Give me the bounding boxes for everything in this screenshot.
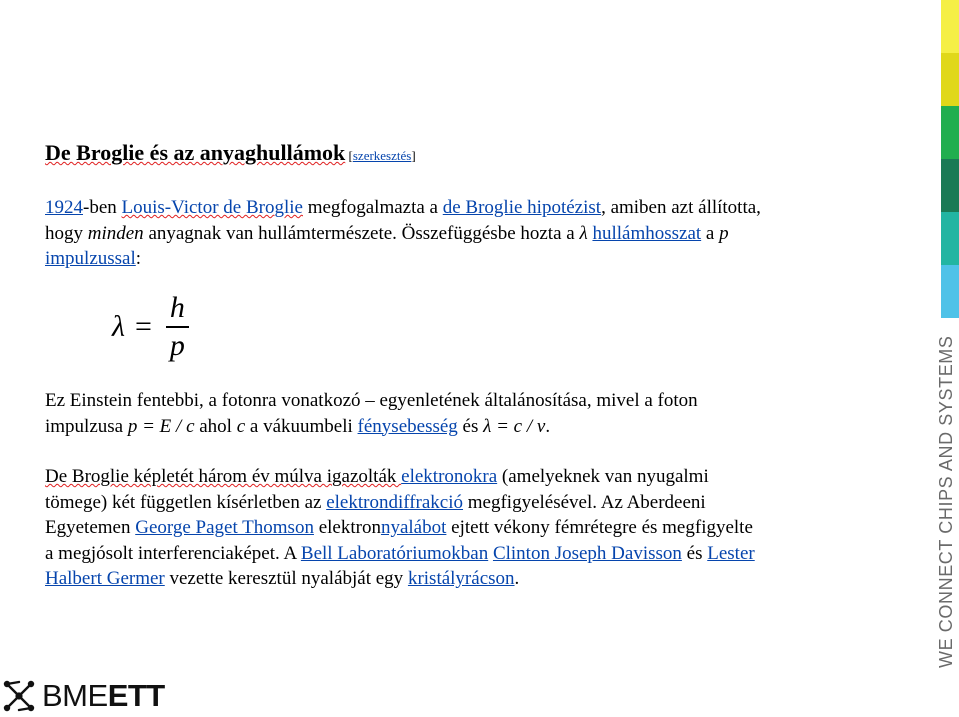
text: -ben [83, 197, 122, 218]
c-symbol: c [236, 415, 246, 437]
paragraph-confirmation [45, 464, 905, 592]
bmeett-logo [2, 678, 165, 714]
text: tömege) két független kísérletben az [45, 491, 327, 513]
text: és [457, 415, 484, 437]
link-1924[interactable]: 1924 [45, 197, 83, 218]
link-kristalyracs[interactable]: kristályrácson [407, 568, 515, 589]
para3-line3 [45, 515, 905, 541]
stripe-teal [941, 212, 959, 265]
stripe-light-blue [941, 265, 959, 318]
para2-line1: Ez Einstein fentebbi, a fotonra vonatkozó – egyenletének általánosítása, mivel a foton [45, 390, 698, 411]
slogan-vertical: WE CONNECT CHIPS AND SYSTEMS [936, 335, 956, 668]
text: a [701, 222, 720, 244]
text: (amelyeknek van nyugalmi [497, 466, 709, 487]
link-elektronokra[interactable]: elektronokra [401, 466, 498, 487]
edit-bracket-close: ] [411, 148, 416, 163]
formula-equals: = [135, 310, 152, 343]
para1-line3 [45, 246, 905, 272]
text: . [545, 415, 551, 437]
momentum-formula: p = E / c [127, 415, 195, 437]
link-de-broglie-hipotezis[interactable]: de Broglie hipotézist [442, 197, 602, 218]
link-george-paget-thomson[interactable]: George Paget Thomson [135, 517, 314, 538]
para3-line2 [45, 490, 905, 516]
logo-ett: ETT [107, 678, 165, 713]
paragraph-einstein [45, 388, 905, 439]
text: elektron [313, 517, 381, 538]
link-lester[interactable]: Lester [707, 542, 755, 564]
formula-numerator: h [169, 291, 185, 324]
link-clinton-joseph-davisson[interactable]: Clinton Joseph Davisson [492, 542, 682, 564]
text: ahol [194, 415, 237, 437]
link-louis-victor-de-broglie[interactable]: Louis-Victor de Broglie [121, 197, 303, 218]
de-broglie-formula [112, 290, 189, 364]
stripe-green [941, 106, 959, 159]
color-stripe-bar [941, 0, 959, 318]
stripe-yellow-light [941, 0, 959, 53]
edit-bracket-open: [ [345, 148, 353, 163]
link-impulzus[interactable]: impulzussal [45, 248, 136, 269]
text: a megjósolt interferenciaképet. A [45, 542, 301, 564]
para1-line2 [45, 221, 905, 247]
p-symbol: p [719, 222, 729, 244]
text: megfogalmazta a [302, 197, 443, 218]
text: ejtett vékony fémrétegre és megfigyelte [446, 517, 753, 538]
text-italic: minden [87, 222, 144, 244]
text: De Broglie képletét három év múlva igazolták [45, 466, 402, 487]
paragraph-hypothesis [45, 195, 905, 272]
para3-line5 [45, 566, 905, 592]
logo-bme: BME [42, 678, 108, 713]
para3-line4 [45, 541, 905, 567]
para2-line2 [45, 414, 905, 440]
text: . [514, 568, 520, 589]
link-bell-laboratoriumok[interactable]: Bell Laboratóriumokban [300, 542, 489, 564]
para1-line1 [45, 195, 905, 221]
text: megfigyelésével. Az Aberdeeni [463, 491, 706, 513]
text: és [681, 542, 708, 564]
text: vezette keresztül nyalábját egy [164, 568, 408, 589]
logo-text [42, 678, 165, 714]
text: impulzusa [45, 415, 128, 437]
stripe-dark-green [941, 159, 959, 212]
link-elektrondiffrakcio[interactable]: elektrondiffrakció [326, 491, 464, 513]
formula-denominator: p [166, 326, 189, 364]
para3-line1 [45, 464, 905, 490]
text: : [135, 248, 142, 269]
link-nyalabot[interactable]: nyalábot [380, 517, 447, 538]
network-icon [2, 679, 36, 713]
stripe-yellow [941, 53, 959, 106]
wavelength-formula: λ = c / ν [483, 415, 546, 437]
text: hogy [45, 222, 88, 244]
text: , amiben azt állította, [601, 197, 761, 218]
link-halbert-germer[interactable]: Halbert Germer [45, 568, 165, 589]
lambda-symbol: λ [579, 222, 588, 244]
link-fenysebesseg[interactable]: fénysebesség [357, 415, 458, 437]
text: anyagnak van hullámtermészete. Összefüggésbe hozta a [143, 222, 580, 244]
text: a vákuumbeli [245, 415, 358, 437]
text: Egyetemen [45, 517, 136, 538]
heading-title: De Broglie és az anyaghullámok [45, 140, 346, 165]
formula-lambda: λ [112, 310, 125, 343]
link-hullamhossz[interactable]: hullámhosszat [592, 222, 702, 244]
formula-fraction [166, 290, 189, 364]
edit-link[interactable]: szerkesztés [352, 148, 412, 163]
section-heading [45, 140, 416, 166]
